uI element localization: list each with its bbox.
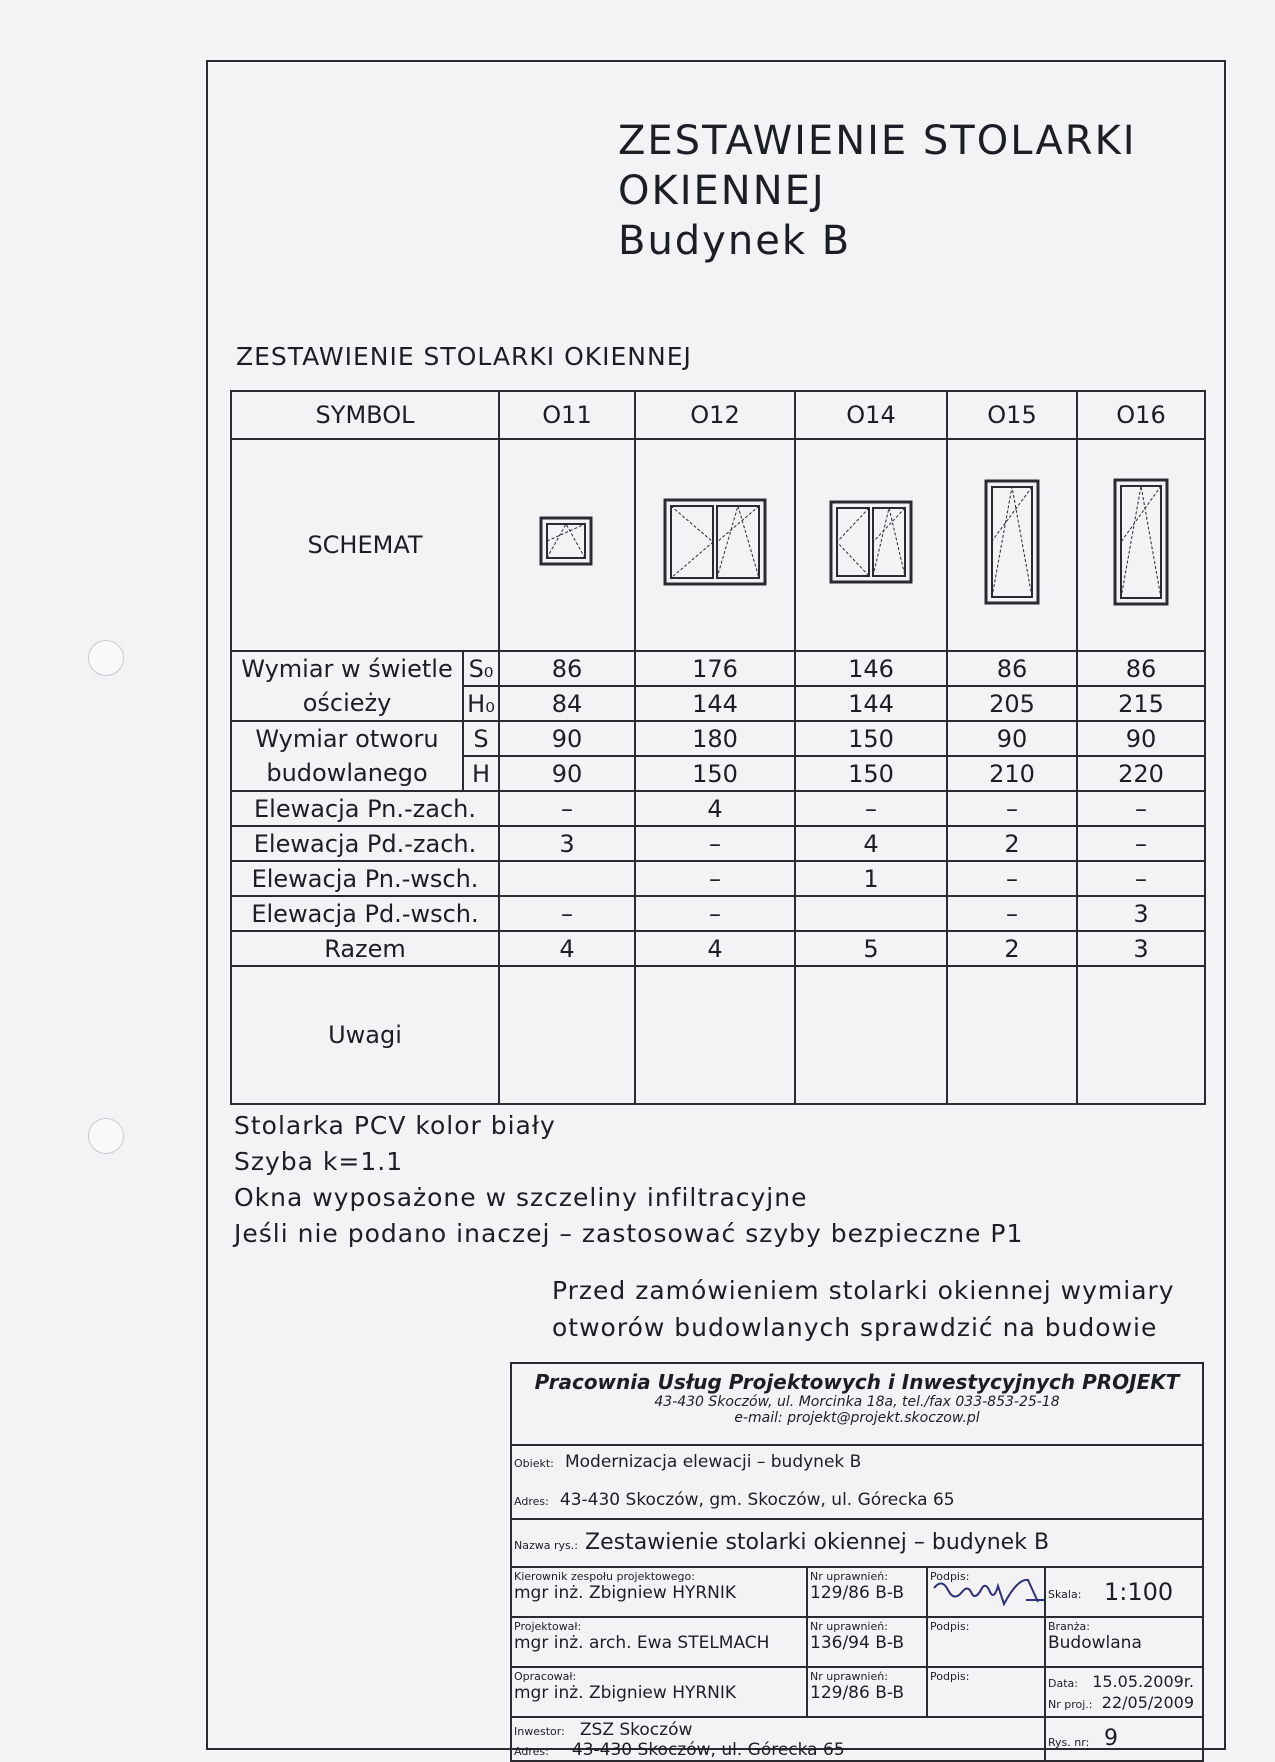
manager-cell bbox=[512, 1568, 808, 1616]
drawing-name-caption: Nazwa rys.: bbox=[514, 1539, 578, 1552]
table-cell bbox=[947, 966, 1077, 1104]
table-cell: 4 bbox=[635, 931, 795, 966]
table-cell bbox=[499, 861, 635, 896]
date-cell bbox=[1046, 1668, 1202, 1716]
signature-caption: Podpis: bbox=[930, 1620, 970, 1633]
signature-caption: Podpis: bbox=[930, 1670, 970, 1683]
manager-signature-cell bbox=[928, 1568, 1046, 1616]
title-line-1: ZESTAWIENIE STOLARKI bbox=[618, 118, 1137, 164]
manager-caption: Kierownik zespołu projektowego: bbox=[514, 1570, 695, 1583]
window-o14-diagram bbox=[829, 500, 913, 584]
handwritten-signature bbox=[928, 1570, 1046, 1610]
designer-cell bbox=[512, 1618, 808, 1666]
object-line bbox=[514, 1452, 861, 1472]
investor-value: ZSZ Skoczów bbox=[579, 1720, 693, 1740]
table-cell: 86 bbox=[947, 651, 1077, 686]
manager-license-cell bbox=[808, 1568, 928, 1616]
table-cell: – bbox=[947, 791, 1077, 826]
table-cell: 4 bbox=[795, 826, 947, 861]
table-cell: – bbox=[635, 896, 795, 931]
table-cell: – bbox=[635, 861, 795, 896]
remarks-label: Uwagi bbox=[231, 966, 499, 1104]
investor-cell bbox=[512, 1718, 1046, 1760]
elevation-row bbox=[231, 826, 1205, 861]
remarks-row bbox=[231, 966, 1205, 1104]
table-cell: 3 bbox=[1077, 896, 1205, 931]
project-number-value: 22/05/2009 bbox=[1101, 1693, 1194, 1712]
object-caption: Obiekt: bbox=[514, 1457, 554, 1470]
license-caption: Nr uprawnień: bbox=[810, 1670, 888, 1683]
table-cell: 144 bbox=[795, 686, 947, 721]
symbol-row bbox=[231, 391, 1205, 439]
table-cell: – bbox=[795, 791, 947, 826]
schemat-row bbox=[231, 439, 1205, 651]
investor-address-value: 43-430 Skoczów, ul. Górecka 65 bbox=[571, 1740, 845, 1760]
preparer-cell bbox=[512, 1668, 808, 1716]
table-cell: – bbox=[1077, 826, 1205, 861]
table-cell: 150 bbox=[635, 756, 795, 791]
table-cell: 220 bbox=[1077, 756, 1205, 791]
table-cell: 90 bbox=[499, 756, 635, 791]
license-caption: Nr uprawnień: bbox=[810, 1570, 888, 1583]
table-cell: 205 bbox=[947, 686, 1077, 721]
clear-opening-label bbox=[231, 651, 463, 721]
table-cell: 2 bbox=[947, 931, 1077, 966]
table-cell bbox=[1077, 966, 1205, 1104]
branch-cell bbox=[1046, 1618, 1202, 1666]
table-cell: 84 bbox=[499, 686, 635, 721]
drawing-name-value: Zestawienie stolarki okiennej – budynek B bbox=[585, 1530, 1050, 1555]
warning-line: otworów budowlanych sprawdzić na budowie bbox=[552, 1313, 1158, 1342]
preparer-signature-cell bbox=[928, 1668, 1046, 1716]
punch-hole bbox=[88, 1118, 124, 1154]
address-value: 43-430 Skoczów, gm. Skoczów, ul. Górecka 65 bbox=[559, 1490, 955, 1510]
table-cell: 3 bbox=[499, 826, 635, 861]
elevation-label: Elewacja Pd.-wsch. bbox=[231, 896, 499, 931]
table-cell: 90 bbox=[1077, 721, 1205, 756]
note-line: Okna wyposażone w szczeliny infiltracyjne bbox=[234, 1183, 808, 1212]
window-o16-diagram bbox=[1113, 478, 1169, 606]
table-cell: 150 bbox=[795, 756, 947, 791]
h0-symbol: H₀ bbox=[463, 686, 499, 721]
window-o11-diagram bbox=[539, 516, 595, 568]
schema-cell bbox=[635, 439, 795, 651]
title-line-2: OKIENNEJ bbox=[618, 168, 826, 214]
object-section bbox=[512, 1446, 1202, 1520]
table-cell: 210 bbox=[947, 756, 1077, 791]
symbol-label: SYMBOL bbox=[231, 391, 499, 439]
schema-cell bbox=[795, 439, 947, 651]
s0-symbol: S₀ bbox=[463, 651, 499, 686]
table-cell: 5 bbox=[795, 931, 947, 966]
stamp-row-manager bbox=[512, 1568, 1202, 1618]
structural-opening-label-2: budowlanego bbox=[266, 759, 428, 787]
table-cell: – bbox=[1077, 861, 1205, 896]
table-cell: 176 bbox=[635, 651, 795, 686]
symbol-cell: O11 bbox=[499, 391, 635, 439]
table-cell: 4 bbox=[499, 931, 635, 966]
window-schedule-table bbox=[230, 390, 1206, 1105]
stamp-row-investor bbox=[512, 1718, 1202, 1762]
date-value: 15.05.2009r. bbox=[1092, 1672, 1194, 1691]
elevation-label: Elewacja Pn.-zach. bbox=[231, 791, 499, 826]
office-email: e-mail: projekt@projekt.skoczow.pl bbox=[734, 1410, 980, 1426]
note-line: Szyba k=1.1 bbox=[234, 1147, 404, 1176]
table-cell: 1 bbox=[795, 861, 947, 896]
license-caption: Nr uprawnień: bbox=[810, 1620, 888, 1633]
document-title bbox=[618, 116, 1137, 266]
designer-caption: Projektował: bbox=[514, 1620, 582, 1633]
table-cell: 86 bbox=[499, 651, 635, 686]
schema-cell bbox=[947, 439, 1077, 651]
elevation-row bbox=[231, 861, 1205, 896]
symbol-cell: O14 bbox=[795, 391, 947, 439]
table-cell: 4 bbox=[635, 791, 795, 826]
office-address: 43-430 Skoczów, ul. Morcinka 18a, tel./fax 033-853-25-18 bbox=[654, 1394, 1060, 1410]
structural-opening-label-1: Wymiar otworu bbox=[255, 725, 439, 753]
investor-caption: Inwestor: bbox=[514, 1725, 565, 1738]
signature-caption: Podpis: bbox=[930, 1570, 970, 1583]
table-cell: 144 bbox=[635, 686, 795, 721]
schemat-label: SCHEMAT bbox=[231, 439, 499, 651]
warning-line: Przed zamówieniem stolarki okiennej wymiary bbox=[552, 1276, 1175, 1305]
title-block-stamp bbox=[510, 1362, 1204, 1762]
table-cell bbox=[635, 966, 795, 1104]
window-o12-diagram bbox=[663, 498, 767, 586]
title-line-3: Budynek B bbox=[618, 218, 852, 264]
table-cell: – bbox=[635, 826, 795, 861]
table-cell: 86 bbox=[1077, 651, 1205, 686]
designer-value: mgr inż. arch. Ewa STELMACH bbox=[514, 1633, 770, 1653]
office-name: Pracownia Usług Projektowych i Inwestycyjnych PROJEKT bbox=[534, 1370, 1180, 1394]
window-o15-diagram bbox=[984, 479, 1040, 605]
preparer-caption: Opracował: bbox=[514, 1670, 577, 1683]
table-cell: 146 bbox=[795, 651, 947, 686]
investor-address-caption: Adres: bbox=[514, 1745, 549, 1758]
table-cell: 3 bbox=[1077, 931, 1205, 966]
total-row bbox=[231, 931, 1205, 966]
sheet-number-value: 9 bbox=[1104, 1726, 1118, 1751]
drawing-name-section bbox=[512, 1520, 1202, 1568]
table-cell: 2 bbox=[947, 826, 1077, 861]
table-cell bbox=[795, 896, 947, 931]
s-symbol: S bbox=[463, 721, 499, 756]
manager-license-value: 129/86 B-B bbox=[810, 1583, 905, 1603]
symbol-cell: O12 bbox=[635, 391, 795, 439]
structural-opening-label bbox=[231, 721, 463, 791]
stamp-row-preparer bbox=[512, 1668, 1202, 1718]
table-cell: – bbox=[947, 861, 1077, 896]
table-cell: – bbox=[499, 791, 635, 826]
table-cell bbox=[795, 966, 947, 1104]
table-cell: – bbox=[947, 896, 1077, 931]
scale-value: 1:100 bbox=[1104, 1578, 1174, 1606]
note-line: Stolarka PCV kolor biały bbox=[234, 1111, 556, 1140]
office-header bbox=[512, 1364, 1202, 1446]
designer-license-value: 136/94 B-B bbox=[810, 1633, 905, 1653]
scale-caption: Skala: bbox=[1048, 1588, 1082, 1601]
preparer-license-value: 129/86 B-B bbox=[810, 1683, 905, 1703]
table-cell: 150 bbox=[795, 721, 947, 756]
table-cell: 90 bbox=[947, 721, 1077, 756]
address-line bbox=[514, 1490, 955, 1510]
table-cell bbox=[499, 966, 635, 1104]
clear-opening-label-2: ościeży bbox=[302, 689, 392, 717]
drawing-name-line bbox=[514, 1530, 1049, 1555]
elevation-row bbox=[231, 791, 1205, 826]
total-label: Razem bbox=[231, 931, 499, 966]
branch-caption: Branża: bbox=[1048, 1620, 1091, 1633]
elevation-label: Elewacja Pd.-zach. bbox=[231, 826, 499, 861]
investor-line bbox=[512, 1718, 1044, 1740]
date-caption: Data: bbox=[1048, 1677, 1078, 1690]
designer-signature-cell bbox=[928, 1618, 1046, 1666]
stamp-row-designer bbox=[512, 1618, 1202, 1668]
punch-hole bbox=[88, 640, 124, 676]
address-caption: Adres: bbox=[514, 1495, 549, 1508]
preparer-license-cell bbox=[808, 1668, 928, 1716]
sheet-number-caption: Rys. nr: bbox=[1048, 1736, 1090, 1749]
s-row bbox=[231, 721, 1205, 756]
schema-cell bbox=[499, 439, 635, 651]
symbol-cell: O16 bbox=[1077, 391, 1205, 439]
scale-cell bbox=[1046, 1568, 1202, 1616]
branch-value: Budowlana bbox=[1048, 1633, 1142, 1653]
notes bbox=[234, 1108, 1023, 1252]
clear-opening-label-1: Wymiar w świetle bbox=[241, 655, 453, 683]
symbol-cell: O15 bbox=[947, 391, 1077, 439]
table-caption: ZESTAWIENIE STOLARKI OKIENNEJ bbox=[236, 342, 692, 371]
table-cell: – bbox=[499, 896, 635, 931]
designer-license-cell bbox=[808, 1618, 928, 1666]
table-cell: – bbox=[1077, 791, 1205, 826]
elevation-label: Elewacja Pn.-wsch. bbox=[231, 861, 499, 896]
table-cell: 180 bbox=[635, 721, 795, 756]
date-line bbox=[1046, 1668, 1202, 1691]
s0-row bbox=[231, 651, 1205, 686]
h-symbol: H bbox=[463, 756, 499, 791]
preparer-value: mgr inż. Zbigniew HYRNIK bbox=[514, 1683, 737, 1703]
sheet-number-cell bbox=[1046, 1718, 1202, 1760]
elevation-row bbox=[231, 896, 1205, 931]
table-cell: 90 bbox=[499, 721, 635, 756]
table-cell: 215 bbox=[1077, 686, 1205, 721]
investor-address-line bbox=[512, 1740, 1044, 1760]
project-number-caption: Nr proj.: bbox=[1048, 1698, 1093, 1711]
manager-value: mgr inż. Zbigniew HYRNIK bbox=[514, 1583, 737, 1603]
project-number-line bbox=[1046, 1691, 1202, 1712]
object-value: Modernizacja elewacji – budynek B bbox=[564, 1452, 862, 1472]
note-line: Jeśli nie podano inaczej – zastosować szyby bezpieczne P1 bbox=[234, 1219, 1024, 1248]
warning-note bbox=[552, 1272, 1175, 1346]
schema-cell bbox=[1077, 439, 1205, 651]
